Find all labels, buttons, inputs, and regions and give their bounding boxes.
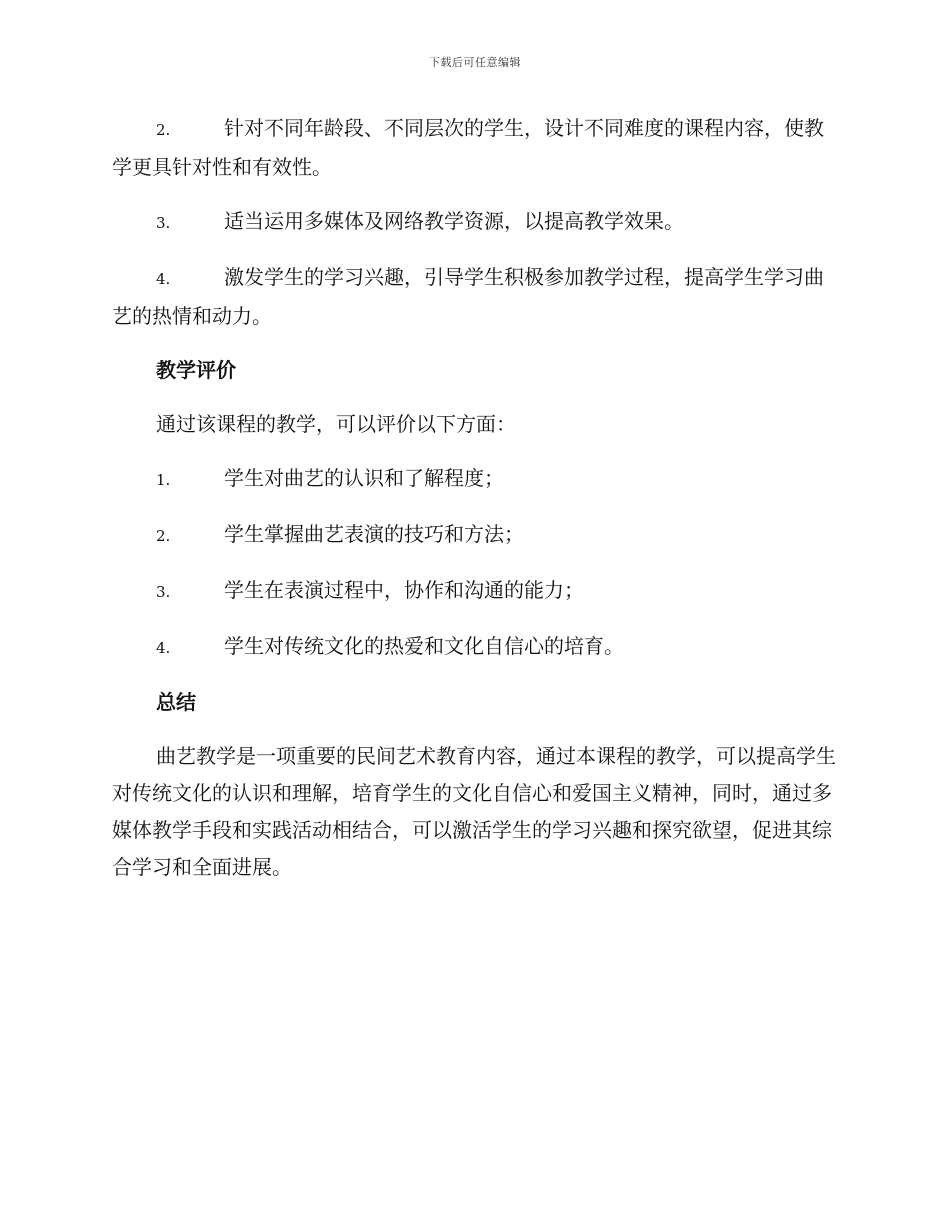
- list-text: 学生掌握曲艺表演的技巧和方法；: [224, 522, 524, 546]
- list-number: 2.: [156, 121, 171, 139]
- list-item: [112, 110, 838, 186]
- list-item: [112, 460, 838, 499]
- list-number: 1.: [156, 471, 171, 489]
- page-header: 下载后可任意编辑: [429, 56, 521, 69]
- list-text: 适当运用多媒体及网络教学资源，以提高教学效果。: [224, 209, 684, 233]
- list-text: 学生对曲艺的认识和了解程度；: [224, 466, 504, 490]
- list-item: [112, 203, 838, 242]
- list-item: [112, 572, 838, 611]
- list-item: [112, 259, 838, 335]
- list-text: 激发学生的学习兴趣，引导学生积极参加教学过程，提高学生学习曲艺的热情和动力。: [112, 265, 824, 328]
- list-item: [112, 516, 838, 555]
- list-text: 针对不同年龄段、不同层次的学生，设计不同难度的课程内容，使教学更具针对性和有效性。: [112, 116, 824, 179]
- list-number: 2.: [156, 527, 171, 545]
- list-text: 学生对传统文化的热爱和文化自信心的培育。: [224, 634, 624, 658]
- document-body: [112, 110, 838, 903]
- section-heading-evaluation: 教学评价: [156, 358, 236, 382]
- list-number: 4.: [156, 639, 171, 657]
- evaluation-intro: 通过该课程的教学，可以评价以下方面：: [156, 412, 516, 436]
- list-text: 学生在表演过程中，协作和沟通的能力；: [224, 578, 584, 602]
- list-number: 3.: [156, 214, 171, 232]
- list-number: 4.: [156, 270, 171, 288]
- list-number: 3.: [156, 583, 171, 601]
- section-heading-summary: 总结: [156, 690, 196, 714]
- list-item: [112, 628, 838, 667]
- summary-paragraph: 曲艺教学是一项重要的民间艺术教育内容，通过本课程的教学，可以提高学生对传统文化的认识和理解，培育学生的文化自信心和爱国主义精神，同时，通过多媒体教学手段和实践活动相结合，可以激活学生的学习兴趣和探究欲望，促进其综合学习和全面进展。: [112, 744, 836, 879]
